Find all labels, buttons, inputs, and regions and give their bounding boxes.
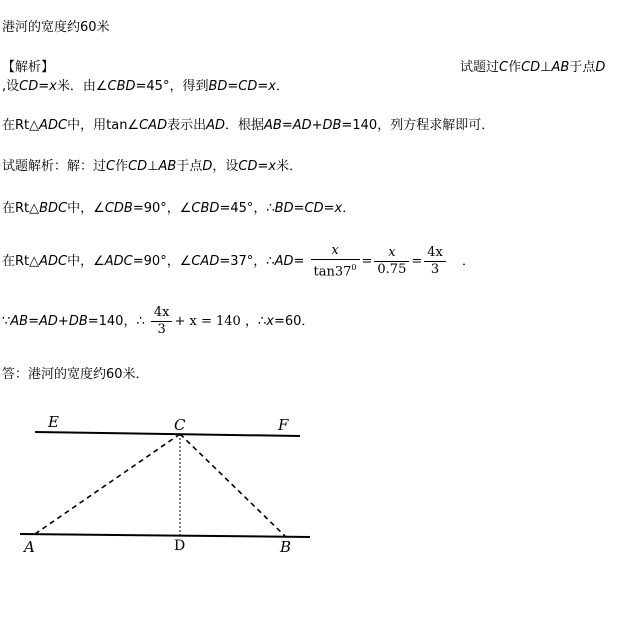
fraction-x-over-tan37: $\frac{x}{\tan 37^0}$ [311,243,360,280]
solution-line1: 试题解析：解：过C作CD⊥AB于点D，设CD=x米． [2,159,303,174]
fraction-4x-over-3-eq: $\frac{4x}{3}$ [151,305,173,338]
solution-line3: 在Rt△ADC中，∠ADC=90°，∠CAD=37°，∴AD= $\frac{x}{\tan 37^0}$ = $\frac{x}{0.75}$ = $\frac{4x}{3}$ ． [2,243,476,280]
answer-title: 港河的宽度约60米 [2,20,110,35]
label-b: B [280,538,292,556]
analysis-line1-right: 试题过C作CD⊥AB于点D [460,60,606,75]
label-a: A [24,538,35,556]
label-d: D [174,538,186,554]
analysis-heading: 【解析】 [2,60,55,75]
analysis-line2: ,设CD=x米．由∠CBD=45°，得到BD=CD=x． [2,79,290,94]
solution-conclusion: 答：港河的宽度约60米． [2,367,149,382]
solution-line4: ∵AB=AD+DB=140，∴ $\frac{4x}{3}$ + x = 140 ，∴x=60． [2,305,315,337]
top-line-ef [35,432,300,436]
fraction-4x-over-3: $\frac{4x}{3}$ [424,245,446,278]
label-c: C [174,416,186,434]
label-f: F [278,416,289,434]
dashed-line-cb [180,434,285,536]
dashed-line-ca [35,434,180,534]
analysis-line3: 在Rt△ADC中，用tan∠CAD表示出AD．根据AB=AD+DB=140，列方程求解即可． [2,118,495,133]
bottom-line-ab [20,534,310,537]
label-e: E [48,413,59,431]
fraction-x-over-075: $\frac{x}{0.75}$ [374,245,409,278]
geometry-diagram [0,400,330,560]
solution-line2: 在Rt△BDC中，∠CDB=90°，∠CBD=45°，∴BD=CD=x． [2,201,356,216]
